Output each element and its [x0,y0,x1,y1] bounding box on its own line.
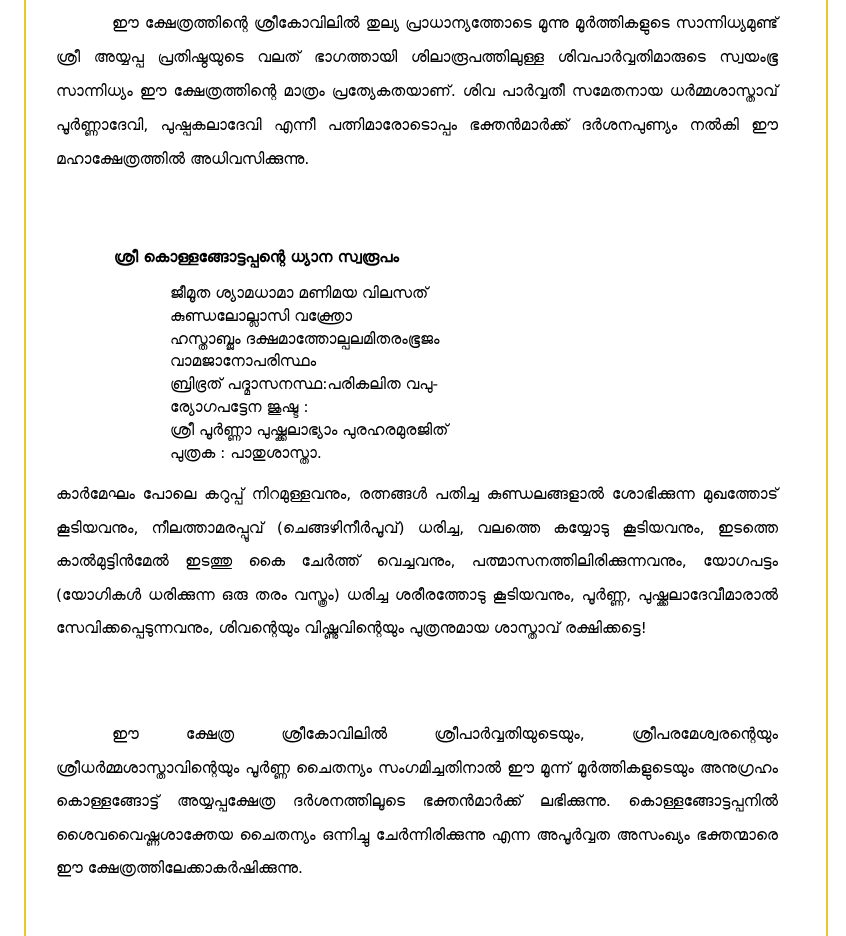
verse-line: വാമജാനോപരിസ്ഥം [170,352,317,371]
intro-line: മാത്രം പ്രത്യേകതയാണ്. ശിവ പാർവ്വതീ സമേതനായ ധർമ്മശാസ്താവ് [283,82,778,100]
dhyana-verse [170,282,448,464]
meaning-line: പുത്രനുമായ ശാസ്താവ് രക്ഷിക്കട്ടെ! [408,619,647,637]
meaning-line: കാർമേഘം പോലെ കറുപ്പ് നിറമുള്ളവനും, രത്നങ്ങൾ പതിച്ച കുണ്ഡലങ്ങളാൽ [56,485,605,503]
meaning-line: ഒരു തരം വസ്ത്രം) ധരിച്ച ശരീരത്തോടു കൂടിയവനും, പൂർണ്ണ, [221,585,632,604]
closing-line: ക്ഷേത്രത്തിലേക്കാകർഷിക്കുന്നു. [87,859,303,877]
closing-line: ചൈതന്യം ഒന്നിച്ചു ചേർന്നിരിക്കുന്നു എന്ന അപൂർവ്വത അസംഖ്യം ഭക്തന്മാരെ ഈ [56,825,778,877]
verse-line: ജീമൂത ശ്യാമധാമാ മണിമയ വിലസത് [170,284,429,302]
intro-line: ഈ ക്ഷേത്രത്തിന്റെ ശ്രീകോവിലിൽ തുല്യ പ്രാധാന്യത്തോടെ മൂന്നു [112,14,569,32]
meaning-paragraph [56,478,778,646]
verse-line: ര്യോഗപട്ടേന ജുഷ്ട : [170,397,309,416]
intro-line: പൂർണ്ണാദേവി, പുഷ്പകലാദേവി എന്നീ പത്നിമാരോടൊപ്പം ഭക്തൻമാർക്ക് [56,116,569,134]
intro-line: ശിലാരൂപത്തിലുള്ള ശിവപാർവ്വതിമാരുടെ സ്വയംഭൂ സാന്നിധ്യം ഈ ക്ഷേത്രത്തിന്റെ [56,48,778,100]
meaning-line: ശോഭിക്കുന്ന മുഖത്തോട് കൂടിയവനും, നീലത്താമരപ്പൂവ് (ചെങ്ങഴിനീർപൂവ്) ധരിച്ച, [56,485,778,537]
intro-line: മൂർത്തികളുടെ സാന്നിധ്യമുണ്ട് ശ്രീ അയ്യപ്പ പ്രതിഷ്ഠയുടെ വലത് ഭാഗത്തായി [56,14,779,66]
page-border-right [826,0,828,936]
closing-line: മൂർത്തികളുടെയും അനുഗ്രഹം കൊള്ളങ്ങോട്ട് അയ്യപ്പക്ഷേത്ര ദർശനത്തിലൂടെ [56,758,778,810]
verse-line: ശ്രീ പൂർണ്ണാ പുഷ്ക്കലാഭ്യാം പുരഹരമുരജിത് [170,420,449,439]
intro-paragraph [56,6,778,176]
page-border-left [24,0,26,936]
verse-line: ഹസ്താബ്ജം ദക്ഷമാത്തോല്പലമിതരംഭൂജം [170,329,440,348]
meaning-line: വെച്ചവനും, പത്മാസനത്തിലിരിക്കുന്നവനും, യോഗപട്ടം (യോഗികൾ ധരിക്കുന്ന [56,552,778,604]
verse-line: പുത്രക : പാതുശാസ്താ. [170,443,322,462]
closing-line: ഭക്തൻമാർക്ക് ലഭിക്കുന്നു. കൊള്ളങ്ങോട്ടപ്പനിൽ ശൈവവൈഷ്ണശാക്തേയ [56,792,778,844]
verse-line: ബ്രിഭ്രത് പദ്മാസനസ്ഥ:പരികലിത വപു- [170,375,439,394]
meaning-line: പുഷ്ക്കലാദേവീമാരാൽ സേവിക്കപ്പെടുന്നവനും, ശിവന്റെയും വിഷ്ണുവിന്റെയും [56,585,778,637]
dhyana-heading: ശ്രീ കൊള്ളങ്ങോട്ടപ്പന്റെ ധ്യാന സ്വരൂപം [114,248,400,266]
verse-line: കുണ്ഡലോല്ലാസി വക്ത്രോ [170,306,353,325]
closing-paragraph [56,718,778,886]
meaning-line: വലത്തെ കയ്യോടു കൂടിയവനും, ഇടത്തെ കാൽമുട്ടിൻമേൽ ഇടത്തു കൈ ചേർത്ത് [56,518,778,570]
closing-line: ഈ ക്ഷേത്ര ശ്രീകോവിലിൽ ശ്രീപാർവ്വതിയുടെയും, ശ്രീപരമേശ്വരന്റെയും [112,725,778,743]
intro-line: ദർശനപുണ്യം നൽകി ഈ മഹാക്ഷേത്രത്തിൽ അധിവസിക്കുന്നു. [56,116,778,168]
closing-line: ശ്രീധർമ്മശാസ്താവിന്റെയും പൂർണ്ണ ചൈതന്യം സംഗമിച്ചതിനാൽ ഈ മൂന്ന് [56,758,571,777]
